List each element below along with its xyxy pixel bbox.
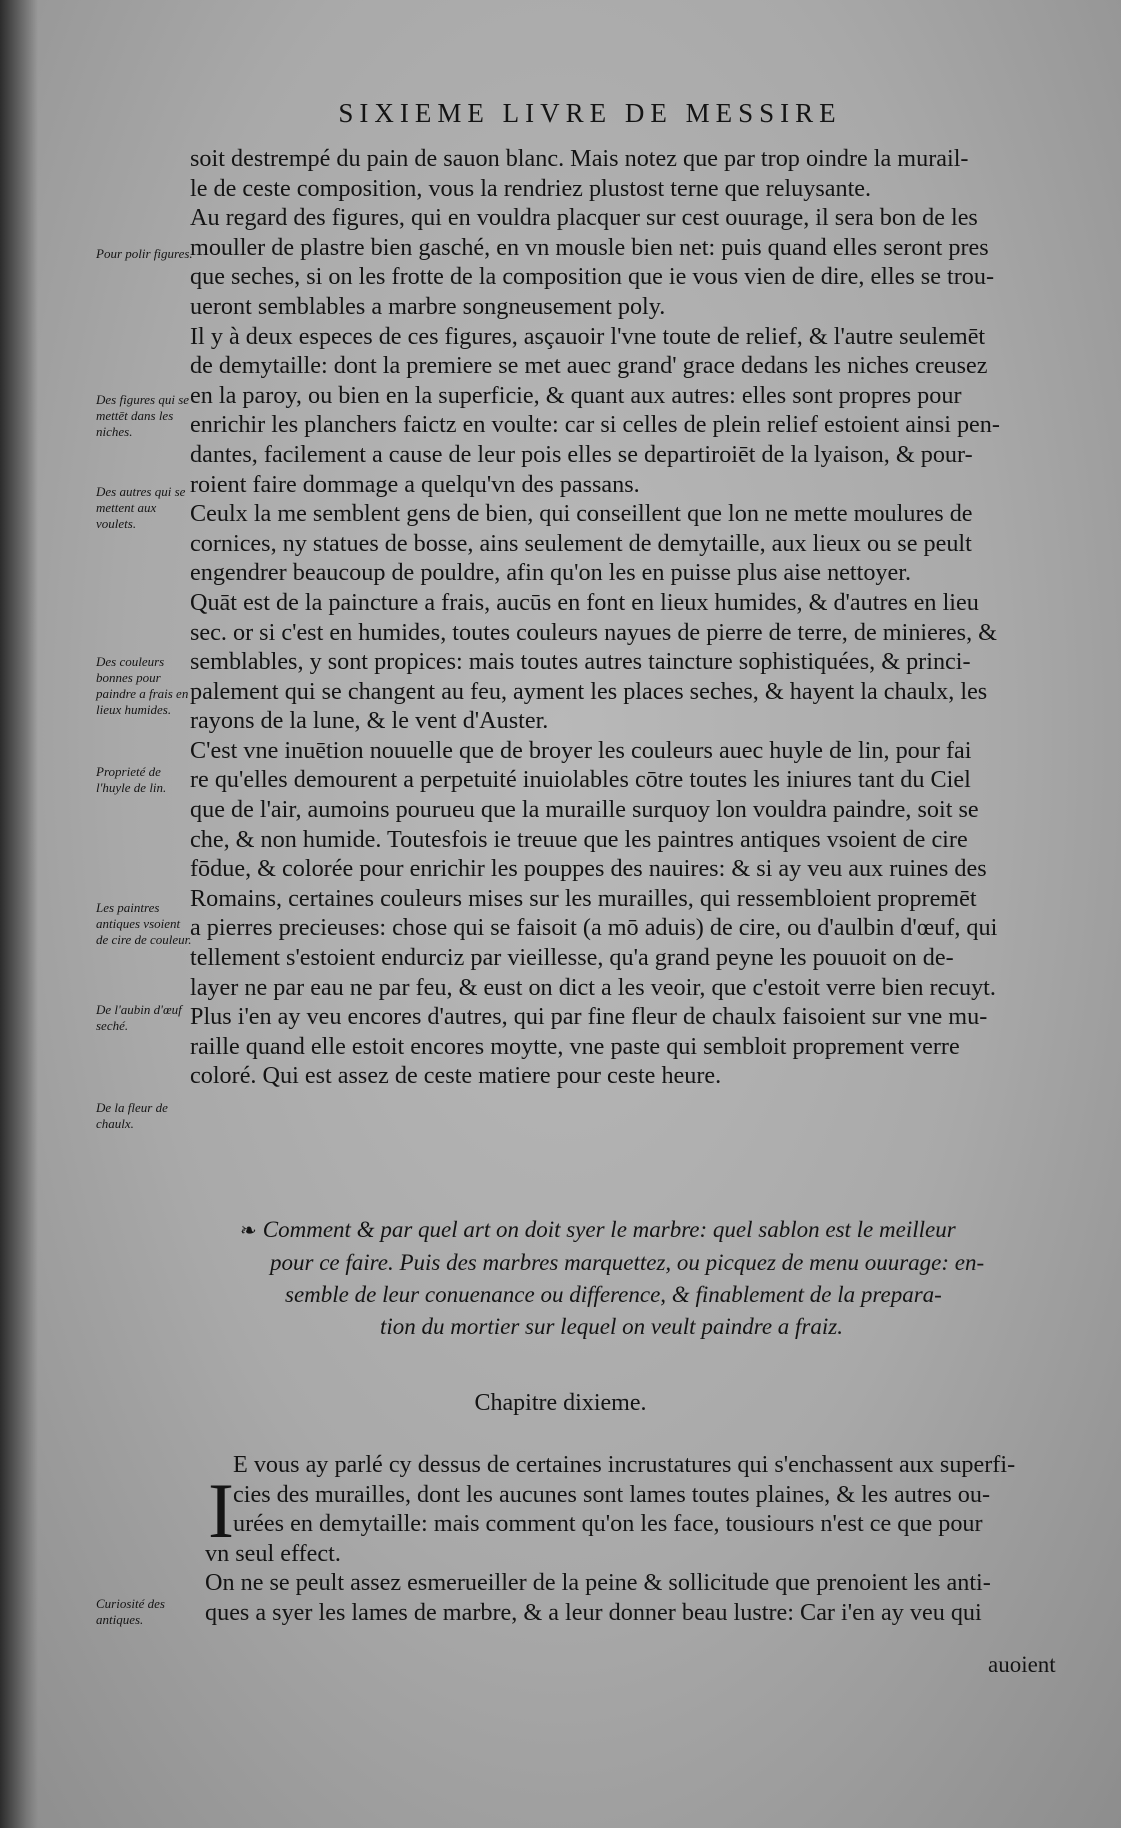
catchword: auoient bbox=[988, 1652, 1056, 1677]
marginal-note: Proprieté de l'huyle de lin. bbox=[96, 764, 167, 795]
summary-line: pour ce faire. Puis des marbres marquettez, ou picquez de menu ouurage: en- bbox=[270, 1250, 985, 1275]
text-line: che, & non humide. Toutesfois ie treuue que les paintres antiques vsoient de cire bbox=[190, 825, 968, 853]
marginal-note: De l'aubin d'œuf seché. bbox=[96, 1002, 182, 1033]
text-line: re qu'elles demourent a perpetuité inuiolables cōtre toutes les iniures tant du Ciel bbox=[190, 766, 971, 794]
chapter-summary bbox=[240, 1214, 1000, 1343]
text-line: le de ceste composition, vous la rendriez plustost terne que reluysante. bbox=[190, 174, 872, 202]
text-line: layer ne par eau ne par feu, & eust on dict a les veoir, que c'estoit verre bien recuyt. bbox=[190, 973, 996, 1001]
text-line: On ne se peult assez esmerueiller de la peine & sollicitude que prenoient les anti- bbox=[205, 1569, 991, 1597]
text-line: coloré. Qui est assez de ceste matiere pour ceste heure. bbox=[190, 1062, 722, 1090]
marginal-note: De la fleur de chaulx. bbox=[96, 1100, 168, 1131]
text-line: roient faire dommage a quelqu'vn des passans. bbox=[190, 470, 640, 498]
text-line: urées en demytaille: mais comment qu'on les face, tousiours n'est ce que pour bbox=[233, 1510, 983, 1538]
text-line: de demytaille: dont la premiere se met auec grand' grace dedans les niches creusez bbox=[190, 352, 988, 380]
text-line: vn seul effect. bbox=[205, 1539, 341, 1567]
marginal-note: Pour polir figures. bbox=[96, 246, 193, 261]
text-line: enrichir les planchers faictz en voulte: car si celles de plein relief estoient ainsi pen- bbox=[190, 411, 1000, 439]
text-line: sec. or si c'est en humides, toutes couleurs nayues de pierre de terre, de minieres, & bbox=[190, 618, 997, 646]
text-line: tellement s'estoient endurciz par vieillesse, qu'a grand peyne les pouuoit on de- bbox=[190, 944, 954, 972]
text-line: rayons de la lune, & le vent d'Auster. bbox=[190, 707, 549, 735]
text-line: Ceulx la me semblent gens de bien, qui conseillent que lon ne mette moulures de bbox=[190, 500, 973, 528]
text-line: ueront semblables a marbre songneusement poly. bbox=[190, 292, 666, 320]
text-line: cornices, ny statues de bosse, ains seulement de demytaille, aux lieux ou se peult bbox=[190, 529, 972, 557]
marginal-note: Curiosité des antiques. bbox=[96, 1596, 165, 1627]
text-line: ques a syer les lames de marbre, & a leur donner beau lustre: Car i'en ay veu qui bbox=[205, 1598, 982, 1626]
chapter-title: Chapitre dixieme. bbox=[474, 1390, 647, 1416]
text-line: fōdue, & colorée pour enrichir les pouppes des nauires: & si ay veu aux ruines des bbox=[190, 855, 987, 883]
fleuron-icon: ❧ bbox=[240, 1220, 257, 1242]
text-line: Au regard des figures, qui en vouldra placquer sur cest ouurage, il sera bon de les bbox=[190, 204, 978, 232]
text-line: mouller de plastre bien gasché, en vn mousle bien net: puis quand elles seront pres bbox=[190, 233, 989, 261]
main-text-block bbox=[190, 144, 1060, 1091]
text-line: semblables, y sont propices: mais toutes autres taincture sophistiquées, & princi- bbox=[190, 648, 971, 676]
text-line: soit destrempé du pain de sauon blanc. Mais notez que par trop oindre la murail- bbox=[190, 145, 969, 172]
text-line: que seches, si on les frotte de la composition que ie vous vien de dire, elles se trou- bbox=[190, 263, 995, 291]
summary-line: semble de leur conuenance ou difference, & finablement de la prepara- bbox=[285, 1282, 942, 1307]
text-line: cies des murailles, dont les aucunes sont lames toutes plaines, & les autres ou- bbox=[233, 1480, 991, 1508]
summary-line: tion du mortier sur lequel on veult paindre a fraiz. bbox=[380, 1314, 843, 1339]
text-line: Quāt est de la paincture a frais, aucūs en font en lieux humides, & d'autres en lieu bbox=[190, 588, 979, 616]
summary-line: ❧ Comment & par quel art on doit syer le marbre: quel sablon est le meilleur bbox=[240, 1217, 956, 1242]
text-line: E vous ay parlé cy dessus de certaines incrustatures qui s'enchassent aux superfi- bbox=[233, 1451, 1016, 1478]
text-line: C'est vne inuētion nouuelle que de broyer les couleurs auec huyle de lin, pour fai bbox=[190, 736, 972, 764]
marginal-note: Les paintres antiques vsoient de cire de couleur. bbox=[96, 900, 192, 947]
text-line: en la paroy, ou bien en la superficie, & quant aux autres: elles sont propres pour bbox=[190, 381, 962, 409]
text-line: Il y à deux especes de ces figures, asçauoir l'vne toute de relief, & l'autre seulemēt bbox=[190, 322, 986, 350]
page-gutter-shadow bbox=[0, 0, 38, 1828]
text-line: a pierres precieuses: chose qui se faisoit (a mō aduis) de cire, ou d'aulbin d'œuf, qui bbox=[190, 914, 998, 942]
chapter-text-block bbox=[205, 1450, 1065, 1628]
text-line: engendrer beaucoup de pouldre, afin qu'on les en puisse plus aise nettoyer. bbox=[190, 559, 912, 587]
text-line: Romains, certaines couleurs mises sur les murailles, qui ressembloient propremēt bbox=[190, 884, 977, 912]
marginal-note: Des figures qui se mettēt dans les niches. bbox=[96, 392, 190, 439]
text-line: Plus i'en ay veu encores d'autres, qui par fine fleur de chaulx faisoient sur vne mu- bbox=[190, 1003, 988, 1031]
text-line: que de l'air, aumoins pourueu que la muraille surquoy lon vouldra paindre, soit se bbox=[190, 796, 979, 824]
drop-capital: I bbox=[208, 1467, 234, 1554]
marginal-note: Des autres qui se mettent aux voulets. bbox=[96, 484, 186, 531]
text-line: palement qui se changent au feu, ayment les places seches, & hayent la chaulx, les bbox=[190, 677, 988, 705]
text-line: raille quand elle estoit encores moytte, vne paste qui sembloit proprement verre bbox=[190, 1032, 960, 1060]
running-header: SIXIEME LIVRE DE MESSIRE bbox=[338, 98, 842, 128]
marginal-note: Des couleurs bonnes pour paindre a frais en lieux humides. bbox=[96, 654, 189, 717]
text-line: dantes, facilement a cause de leur pois elles se departiroiēt de la lyaison, & pour- bbox=[190, 440, 973, 468]
